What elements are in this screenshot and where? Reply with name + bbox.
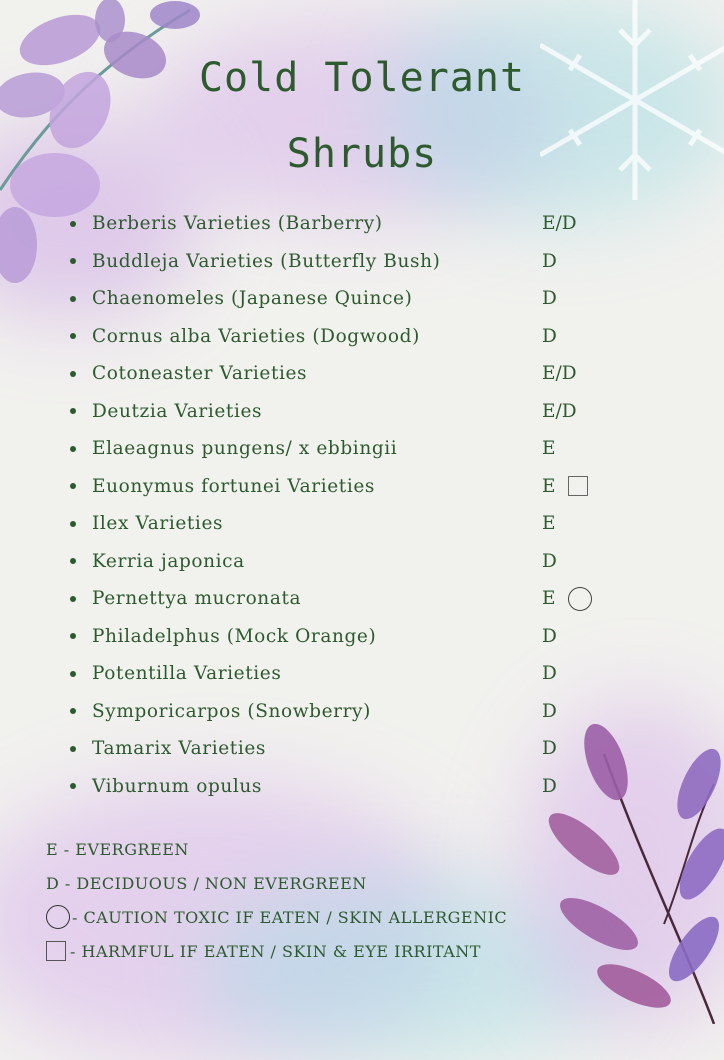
foliage-type: E/D <box>542 400 577 422</box>
toxic-circle-icon <box>568 587 592 611</box>
legend-evergreen-label: E - EVERGREEN <box>46 839 189 859</box>
list-item <box>70 318 630 356</box>
bullet-icon <box>70 558 76 564</box>
bullet-icon <box>70 708 76 714</box>
page-title-line-1: Cold Tolerant <box>198 55 526 101</box>
bullet-icon <box>70 371 76 377</box>
harmful-square-icon <box>568 476 588 496</box>
shrub-name: Cotoneaster Varieties <box>92 363 308 385</box>
foliage-type: D <box>542 663 557 685</box>
bullet-icon <box>70 483 76 489</box>
shrub-name: Potentilla Varieties <box>92 663 282 685</box>
foliage-type: D <box>542 288 557 310</box>
list-item <box>70 393 630 431</box>
list-item <box>70 730 630 768</box>
legend-toxic-label: - CAUTION TOXIC IF EATEN / SKIN ALLERGENIC <box>72 907 508 927</box>
list-item <box>70 243 630 281</box>
shrub-name: Symporicarpos (Snowberry) <box>92 700 371 722</box>
harmful-square-icon <box>46 941 66 961</box>
list-item <box>70 618 630 656</box>
foliage-type: D <box>542 625 557 647</box>
legend-harmful-label: - HARMFUL IF EATEN / SKIN & EYE IRRITANT <box>70 941 481 961</box>
list-item <box>70 693 630 731</box>
shrub-name: Pernettya mucronata <box>92 588 302 610</box>
list-item <box>70 505 630 543</box>
shrub-name: Ilex Varieties <box>92 513 224 535</box>
toxic-circle-icon <box>46 905 70 929</box>
bullet-icon <box>70 521 76 527</box>
shrub-name: Viburnum opulus <box>92 775 263 797</box>
foliage-type: D <box>542 700 557 722</box>
list-item <box>70 280 630 318</box>
shrub-name: Euonymus fortunei Varieties <box>92 475 375 497</box>
bullet-icon <box>70 633 76 639</box>
shrub-name: Tamarix Varieties <box>92 738 266 760</box>
page-title-line-2: Shrubs <box>286 131 438 177</box>
foliage-type: D <box>542 550 557 572</box>
legend-evergreen <box>46 832 507 866</box>
shrub-name: Kerria japonica <box>92 550 245 572</box>
bullet-icon <box>70 296 76 302</box>
legend-harmful <box>46 934 507 968</box>
foliage-type: E <box>542 513 556 535</box>
foliage-type: E <box>542 438 556 460</box>
list-item <box>70 468 630 506</box>
foliage-type: E/D <box>542 363 577 385</box>
foliage-type: D <box>542 325 557 347</box>
bullet-icon <box>70 783 76 789</box>
foliage-type: D <box>542 775 557 797</box>
list-item <box>70 430 630 468</box>
bullet-icon <box>70 258 76 264</box>
bullet-icon <box>70 408 76 414</box>
bullet-icon <box>70 746 76 752</box>
list-item <box>70 655 630 693</box>
shrub-name: Cornus alba Varieties (Dogwood) <box>92 325 420 347</box>
legend <box>46 832 507 968</box>
list-item <box>70 580 630 618</box>
legend-toxic <box>46 900 507 934</box>
shrub-name: Chaenomeles (Japanese Quince) <box>92 288 413 310</box>
legend-deciduous <box>46 866 507 900</box>
foliage-type: E <box>542 588 556 610</box>
shrub-list <box>70 205 630 805</box>
list-item <box>70 543 630 581</box>
shrub-name: Deutzia Varieties <box>92 400 263 422</box>
foliage-type: D <box>542 250 557 272</box>
shrub-name: Buddleja Varieties (Butterfly Bush) <box>92 250 441 272</box>
bullet-icon <box>70 671 76 677</box>
foliage-type: E/D <box>542 213 577 235</box>
bullet-icon <box>70 333 76 339</box>
foliage-type: E <box>542 475 556 497</box>
bullet-icon <box>70 596 76 602</box>
bullet-icon <box>70 221 76 227</box>
legend-deciduous-label: D - DECIDUOUS / NON EVERGREEN <box>46 873 367 893</box>
list-item <box>70 205 630 243</box>
shrub-name: Elaeagnus pungens/ x ebbingii <box>92 438 398 460</box>
foliage-type: D <box>542 738 557 760</box>
shrub-name: Berberis Varieties (Barberry) <box>92 213 383 235</box>
list-item <box>70 355 630 393</box>
bullet-icon <box>70 446 76 452</box>
list-item <box>70 768 630 806</box>
shrub-name: Philadelphus (Mock Orange) <box>92 625 377 647</box>
